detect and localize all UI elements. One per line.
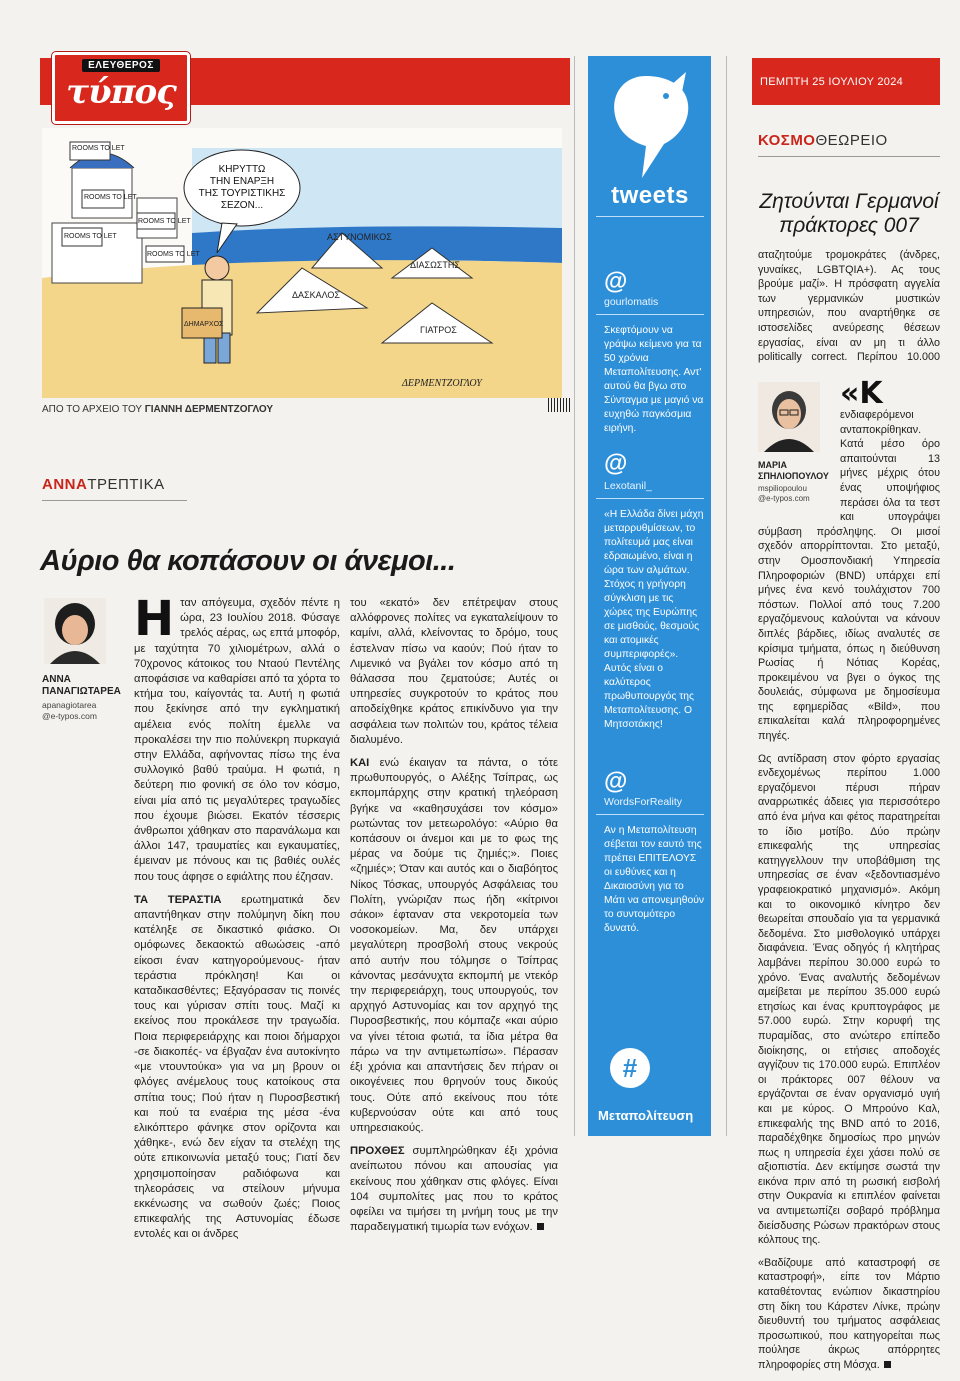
tweet-handle[interactable]: WordsForReality: [604, 796, 682, 808]
caption-name: ΓΙΑΝΝΗ ΔΕΡΜΕΝΤΖΟΓΛΟΥ: [144, 404, 274, 415]
paragraph: [350, 756, 558, 1136]
at-icon: @: [604, 268, 628, 295]
author-site: @e-typos.com: [42, 711, 97, 721]
author-name: [42, 674, 121, 698]
paragraph: [350, 1144, 558, 1235]
hatch-decoration: [548, 398, 570, 412]
hashtag-icon: #: [610, 1048, 650, 1088]
tent-label-4: ΓΙΑΤΡΟΣ: [420, 325, 457, 335]
paragraph-text: «Βαδίζουμε από καταστροφή σε καταστροφή», είπε τον Μάρτιο καταθέτοντας ενώπιον δικαστηρίου στη δίκη του Κάρστεν Λίνκε, πρώην διευθυντή του τμήματος ασφάλειας προσωπικού, που κατηγορείται πως πούλησε άκρως απόρρητες πληροφορίες στη Μόσχα.: [758, 1256, 940, 1371]
sign-1: ROOMS TO LET: [72, 145, 125, 152]
paragraph-text: αταζητούμε τρομοκράτες (άνδρες, γυναίκες, LGBTQIA+). Ας τους βρούμε μαζί». Η πρόσφατη αγγελία των γερμανικών μυστικών υπηρεσιών, που αναρτήθηκε σε ιστοσελίδες ανεύρεσης θέσεων εργασίας, είναι αν μη τι άλλο politically correct. Περίπου 10.000 ενδιαφερόμενοι ανταποκρίθηκαν. Κατά μέσο όρο απαιτούνται 13 μήνες μέχρις ότου ένας υποψήφιος περάσει όλα τα τεστ και υπογράψει σύμβαση πρόσληψης. Οι μισοί σχεδόν απορρίπτονται. Στο μεταξύ, στην Ομοσπονδιακή Υπηρεσία Πληροφοριών (BND) υπάρχει επί μήνες ένα κενό τουλάχιστον 700 πόστων. Πολλοί από τους 7.200 εργαζόμενους καλούνται να κάνουν διπλές βάρδιες, ιδίως αναλυτές σε κρίσιμα τμήματα, όπως η διεύθυνση Ρωσίας ή Νότιας Κορέας, προκειμένου να βγει ο όγκος της δουλειάς, σύμφωνα με δημοσίευμα της εφημερίδας «Bild», που επικαλείται καλά πληροφορημένες πηγές.: [758, 249, 940, 743]
right-headline: Ζητούνται Γερμανοί πράκτορες 007: [759, 190, 939, 237]
logo-main-text: τύπος: [66, 72, 176, 112]
paragraph-lead: ΚΑΙ: [350, 757, 370, 770]
caption-prefix: ΑΠΟ ΤΟ ΑΡΧΕΙΟ ΤΟΥ: [42, 404, 142, 415]
paragraph: [758, 752, 940, 1248]
article-column-1: [134, 591, 340, 1251]
speech-line-3: ΤΗΣ ΤΟΥΡΙΣΤΙΚΗΣ: [198, 188, 286, 199]
logo-top-text: ΕΛΕΥΘΕΡΟΣ: [82, 59, 160, 72]
photo-spacer: [758, 378, 840, 514]
author-handle: apanagiotarea: [42, 700, 97, 710]
tent-label-3: ΔΑΣΚΑΛΟΣ: [292, 290, 340, 300]
speech-line-1: ΚΗΡΥΤΤΩ: [218, 164, 266, 175]
tweet-text: Αν η Μεταπολίτευση σέβεται τον εαυτό της πρέπει ΕΠΙΤΕΛΟΥΣ οι ευθύνες και η Δικαιοσύνη για το Μάτι να απονεμηθούν το συντομότερο δυνατό.: [604, 825, 704, 934]
article-headline: Αύριο θα κοπάσουν οι άνεμοι...: [40, 545, 456, 577]
tweet-text: Σκεφτόμουν να γράψω κείμενο για τα 50 χρόνια Μεταπολίτευσης. Αντ' αυτού θα βγω στο Σύνταγμα με μαγιό να ευχηθώ παγκόσμια ειρήνη.: [604, 325, 704, 434]
tweets-title: tweets: [611, 182, 689, 209]
author-handle: mspiliopoulou: [758, 484, 807, 493]
issue-date: ΠΕΜΠΤΗ 25 ΙΟΥΛΙΟΥ 2024: [760, 76, 904, 88]
article-column-2: [350, 596, 558, 1243]
paragraph-text: ενώ έκαιγαν τα πάντα, ο τότε πρωθυπουργός, ο Αλέξης Τσίπρας, ως εκπομπάρχης στην κρατική τηλεόραση βγήκε να «καθησυχάσει τον κόσμο» ρωτώντας τον μετεωρολόγο: «Αύριο θα κοπάσουν οι άνεμοι και με το φως της μέρας να δούμε τις ζημιές;». Ποιες «ζημιές»; Όταν και αυτός και ο διαβόητος Νίκος Τόσκας, υπουργός Ασφάλειας του Πολίτη, γνώριζαν πως ήδη «κίτρινοι σάκοι» έφταναν στα νεκροτομεία των νοσοκομείων. Μα, δεν υπάρχει μεγαλύτερη προσβολή στους νεκρούς από αυτήν που τόλμησε ο Τσίπρας κάνοντας μεσάνυχτα εκπομπή με ντεκόρ την περιφερειάρχη, τους υπουργούς, τον αρχηγό Αστυνομίας και τον αρχηγό της Πυροσβεστικής, που κόμπαζε «και αύριο να γίνει τέτοια φωτιά, τα ίδια μέτρα θα πάρω να την αντιμετωπίσω». Πέρασαν έξι χρόνια και απαντήσεις δεν πήραν οι οικογένειες που θρηνούν τους δικούς τους. Ούτε από εκείνους που τότε κυβερνούσαν ούτε και από τους υπηρεσιακούς.: [350, 757, 558, 1134]
end-mark: [884, 1361, 891, 1368]
sign-4: ROOMS TO LET: [138, 218, 191, 225]
paragraph: [134, 893, 340, 1243]
tag-underline: [758, 156, 940, 157]
end-mark: [537, 1223, 544, 1230]
speech-line-4: ΣΕΖΟΝ...: [220, 200, 264, 211]
column-tag: [42, 476, 165, 493]
speech-line-2: ΤΗΝ ΕΝΑΡΞΗ: [209, 176, 275, 187]
sign-3: ROOMS TO LET: [64, 233, 117, 240]
cartoon-illustration: [42, 128, 562, 398]
sign-2: ROOMS TO LET: [84, 194, 137, 201]
at-icon: @: [604, 768, 628, 795]
tag-underline: [42, 500, 187, 501]
author-last: ΠΑΝΑΓΙΩΤΑΡΕΑ: [42, 686, 121, 697]
right-article-body: [758, 248, 940, 1381]
column-tag-a: ΚΟΣΜΟ: [758, 132, 816, 149]
tweet-handle[interactable]: Lexotanil_: [604, 480, 652, 492]
paragraph-text: Ως αντίδραση στον φόρτο εργασίας ενδεχομένως περίπου 1.000 εργαζόμενοι πέρυσι πήραν αναρρωτικές άδειες για περισσότερο από ένα μήνα και φέτος παρατηρείται το ίδιο μοτίβο. Δύο πρώην επικεφαλής της υπηρεσίας κατηγγελλουν την υποβάθμιση της υπηρεσίας σε έναν «ξεδοντιασμένο γραφειοκρατικό μηχανισμό». Ακόμη και το οικονομικό κίνητρο δεν θεωρείται σπουδαίο για τα γερμανικά δεδομένα. Στο μισθολογικό υπάρχει διαφάνεια. Ένας οδηγός ή κλητήρας λαμβάνει περίπου 30.000 ευρώ το χρόνο. Ένας αναλυτής δεδομένων αμείβεται με περίπου 35.000 ευρώ ετησίως και ένας κρυπτογράφος με 57.000 ευρώ. Στην κορυφή της πυραμίδας, στο ανώτερο επίπεδο διοίκησης, οι ετήσιες αποδοχές αγγίζουν τις 170.000 ευρώ. Επιπλέον οι πράκτορες 007 θέλουν να εργάζονται σε έναν οργανισμό υγιή και με κύρος. Ο Μπρούνο Καλ, επικεφαλής της BND από το 2016, παραδέχθηκε δημοσίως προ μηνών πως η υπηρεσία έχει χάσει πολύ σε αξιοπιστία. Δεν εκτίμησε σωστά την εικόνα πριν από τη ρωσική εισβολή στην Ουκρανία κι επιπλέον φαίνεται να αντιμετωπίζει σοβαρό πρόβλημα διείσδυσης Ρώσων πρακτόρων στους κόλπους της.: [758, 752, 940, 1247]
paragraph: [134, 591, 340, 885]
paragraph-text: ερωτηματικά δεν απαντήθηκαν στην πολύμηνη δίκη που κατέληξε σε δικαστικό φιάσκο. Οι ομόφωνες δεκαοκτώ αθωώσεις -από είκοσι έναν κατηγορούμενους- ήταν τεράστια πρόκληση! Και οι καταδικασθέντες; Εξαγόρασαν τις ποινές τους και γύρισαν σπίτι τους. Μαζί κι εκείνος που προκάλεσε την τραγωδία. Ποια περιφερειάρχης και ποιοι δήμαρχοι -σε διακοπές- να έβγαζαν ένα αυτοκίνητο «με ντουντούκα» για να μη βρουν οι φλόγες ανέμελους τους κατοίκους στα σπίτια τους; Πού ήταν η Πυροσβεστική και πού τα εναέρια της μέσα -ένα ελικόπτερο φάνηκε στον ορίζοντα και χάθηκε-, ενώ δεν είχαν τα στελέχη της ούτε επικοινωνία μεταξύ τους; Γιατί δεν χρησιμοποίησαν ραδιόφωνα και τηλεοράσεις να στείλουν μήνυμα εκκένωσης να σωθούν ζωές; Ποιος επικεφαλής της Αστυνομίας έδωσε εντολές και οι άνδρες: [134, 893, 340, 1241]
column-tag-b: ΤΡΕΠΤΙΚΑ: [87, 476, 165, 493]
tweet-text: «Η Ελλάδα δίνει μάχη μεταρρυθμίσεων, το πολίτευμά μας είναι εδραιωμένο, είναι η ώρα των αλμάτων. Στόχος η γρήγορη σύγκλιση με τις χώρες της Ευρώπης σε μισθούς, θεσμούς και ατομικές συμπεριφορές». Αυτός είναι ο καλύτερος πρωθυπουργός της Μεταπολίτευσης. Ο Μητσοτάκης!: [604, 509, 704, 730]
tweet-handle[interactable]: gourlomatis: [604, 296, 659, 308]
column-divider: [574, 56, 575, 1136]
tent-label-1: ΑΣΤΥΝΟΜΙΚΟΣ: [327, 232, 392, 242]
cartoon-caption: [42, 404, 273, 415]
column-divider: [726, 56, 727, 1136]
paragraph: [758, 1256, 940, 1373]
tweets-rule: [596, 498, 704, 499]
tweets-rule: [596, 314, 704, 315]
author-last: ΣΠΗΛΙΟΠΟΥΛΟΥ: [758, 471, 829, 481]
tweets-rule: [596, 216, 704, 217]
paragraph-lead: ΤΑ ΤΕΡΑΣΤΙΑ: [134, 893, 222, 906]
author-site: @e-typos.com: [758, 494, 810, 503]
author-first: ΑΝΝΑ: [42, 674, 71, 685]
drop-quote: «Κ: [840, 376, 883, 411]
paragraph-text: συμπληρώθηκαν έξι χρόνια ανείπωτου πόνου και απουσίας για εκείνους που χάθηκαν στις φλόγες. Είναι 104 συμπολίτες μας που το κράτος οφείλει να τιμήσει τη μνήμη τους με την παραδειγματική τιμωρία των ενόχων.: [350, 1145, 558, 1234]
mayor-sign: ΔΗΜΑΡΧΟΣ: [184, 321, 224, 328]
at-icon: @: [604, 450, 628, 477]
drop-cap: Η: [134, 591, 175, 647]
author-photo: [44, 598, 106, 664]
cartoon-signature: ΔΕΡΜΕΝΤΖΟΓΛΟΥ: [402, 378, 482, 389]
author-contact[interactable]: [42, 700, 97, 722]
author-first: ΜΑΡΙΑ: [758, 460, 787, 470]
paragraph-text: του «εκατό» δεν επέτρεψαν στους αλλόφρονες πολίτες να εγκαταλείψουν το καμίνι, αλλά, κλείνοντας το δρόμο, τους έστελναν πίσω να καούν; Πού ήταν το Λιμενικό να βγάλει τον κόσμο από τη θάλασσα που ζεματούσε; Αυτές οι υπηρεσίες συγκροτούν το κράτος που αποδείχθηκε κράτος επικίνδυνο για την ασφάλεια των πολιτών του, κράτος τέλεια διαλυμένο.: [350, 597, 558, 746]
paragraph: [350, 596, 558, 748]
paragraph-text: ταν απόγευμα, σχεδόν πέντε η ώρα, 23 Ιουλίου 2018. Φύσαγε τρελός αέρας, ως επτά μποφόρ, με ταχύτητα 70 χιλιομέτρων, αλλά ο 70χρονος κάτοικος του Νταού Πεντέλης αποφάσισε να καθαρίσει από τα χόρτα το κτήμα του, καίγοντάς τα. Αυτή η φωτιά που ξεκίνησε από την εγκληματική αμέλεια ενός πολίτη έμελλε να προκαλέσει την πιο πολύνεκρη πυρκαγιά στην Ελλάδα, αφήνοντας πίσω της ένα συλλογικό βαθύ τραύμα. Η φωτιά, η δεύτερη πιο φονική σε όλο τον κόσμο, είναι μία από τις μεγαλύτερες τραγωδίες που έχουμε βιώσει. Εκατόν τέσσερις άνθρωποι χάθηκαν στο παρανάλωμα και άλλοι 147, τραυματίες και εγκαυματίες, έμειναν με πόνους και τις βαθιές ουλές που τους άφησε ο εφιάλτης που έζησαν.: [134, 597, 340, 883]
column-tag-b: ΘΕΩΡΕΙΟ: [815, 132, 888, 149]
hashtag-label[interactable]: Μεταπολίτευση: [598, 1108, 694, 1123]
paragraph-lead: ΠΡΟΧΘΕΣ: [350, 1145, 405, 1158]
tweets-rule: [596, 814, 704, 815]
sign-5: ROOMS TO LET: [147, 251, 200, 258]
column-tag-right: [758, 132, 888, 149]
column-tag-a: ΑΝΝΑ: [42, 476, 88, 493]
tent-label-2: ΔΙΑΣΩΣΤΗΣ: [410, 260, 460, 270]
newspaper-logo[interactable]: [52, 52, 190, 124]
